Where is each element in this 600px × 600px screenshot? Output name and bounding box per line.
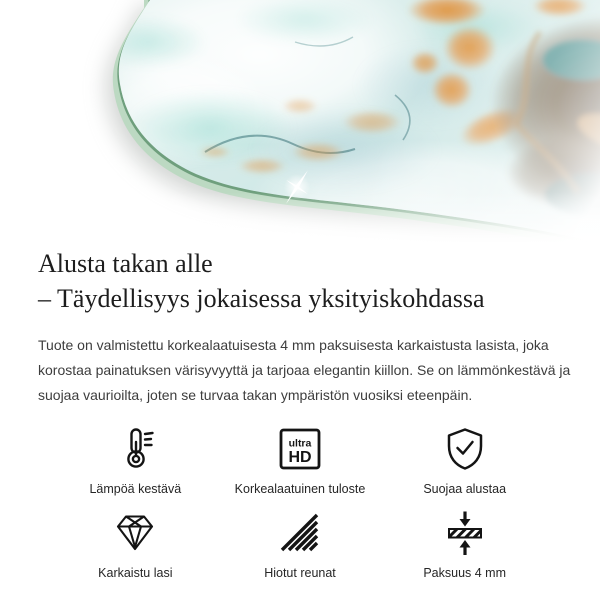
features-grid <box>38 424 562 580</box>
feature-label: Korkealaatuinen tuloste <box>234 482 366 496</box>
feature-heat-resistant <box>53 424 218 496</box>
feature-thickness <box>382 508 547 580</box>
fade-overlay-bottom <box>0 0 600 242</box>
feature-label: Karkaistu lasi <box>98 566 173 580</box>
shield-check-icon <box>441 424 489 474</box>
page-title <box>38 246 562 316</box>
product-info-section <box>0 246 600 580</box>
thickness-icon <box>441 508 489 558</box>
ultra-hd-icon-text-bottom: HD <box>288 449 312 466</box>
feature-label: Hiotut reunat <box>264 566 336 580</box>
feature-label: Paksuus 4 mm <box>423 566 506 580</box>
feature-protects-base <box>382 424 547 496</box>
feature-label: Suojaa alustaa <box>423 482 507 496</box>
feature-ultra-hd <box>218 424 383 496</box>
polished-edges-icon <box>276 508 324 558</box>
title-line-2: – Täydellisyys jokaisessa yksityiskohdassa <box>38 284 485 313</box>
product-description: Tuote on valmistettu korkealaatuisesta 4 mm paksuisesta karkaistusta lasista, joka korostaa painatuksen värisyvyyttä ja tarjoaa elegantin kiillon. Se on lämmönkestävä ja suojaa vaurioilta, joten se turvaa takan ympäristön vuosiksi eteenpäin. <box>38 337 571 403</box>
product-image <box>0 0 600 242</box>
feature-tempered-glass <box>53 508 218 580</box>
ultra-hd-icon-text-top: ultra <box>288 437 312 450</box>
diamond-icon <box>111 508 159 558</box>
feature-label: Lämpöä kestävä <box>89 482 182 496</box>
ultra-hd-icon <box>276 424 324 474</box>
thermometer-icon <box>111 424 159 474</box>
title-line-1: Alusta takan alle <box>38 249 213 278</box>
marble-glass-panel-illustration <box>0 0 600 242</box>
feature-polished-edges <box>218 508 383 580</box>
